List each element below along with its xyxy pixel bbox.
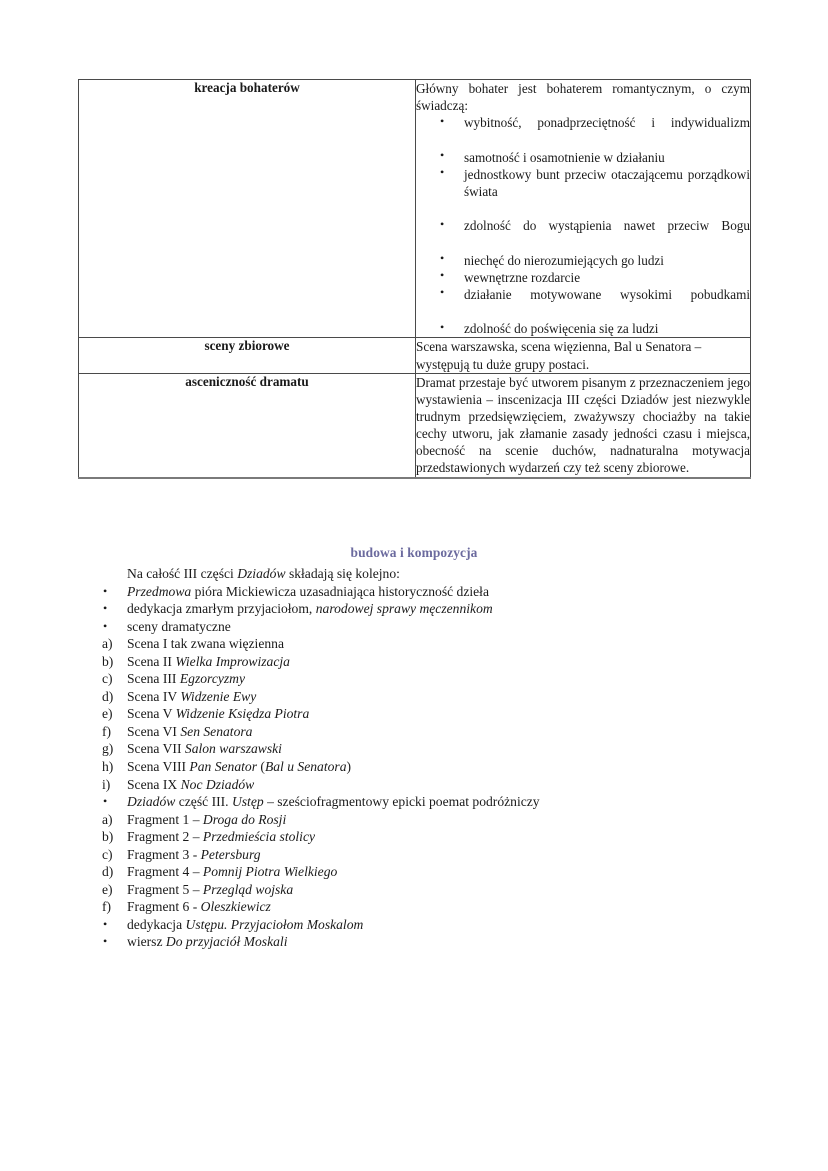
outline-item-label xyxy=(127,812,286,827)
table-row xyxy=(79,80,751,338)
outline-item xyxy=(78,793,778,811)
outline-item-label xyxy=(127,899,271,914)
outline-item-marker: h) xyxy=(102,759,114,775)
outline-item-marker: f) xyxy=(102,899,112,915)
composition-outline xyxy=(78,565,778,951)
title-run: Widzenie Ewy xyxy=(180,688,257,704)
title-run: Dziadów xyxy=(127,794,176,810)
outline-item-marker: f) xyxy=(102,723,112,739)
text-run: – sześciofragmentowy epicki poemat podróżniczy xyxy=(263,794,540,810)
outline-rows xyxy=(78,583,778,951)
outline-item xyxy=(78,863,778,881)
title-run: Bal u Senatora xyxy=(264,759,347,775)
outline-item xyxy=(78,740,778,758)
outline-item-label xyxy=(127,689,256,704)
list-item xyxy=(416,269,750,286)
title-run: Wielka Improwizacja xyxy=(175,653,290,669)
text-run: Scena I tak zwana więzienna xyxy=(127,636,284,652)
list-item xyxy=(416,252,750,269)
text-run: Fragment 6 - xyxy=(127,899,201,915)
outline-lead-part1: Na całość III części xyxy=(127,566,238,581)
title-run: Przedmowa xyxy=(127,583,192,599)
outline-item xyxy=(78,916,778,934)
outline-item-label xyxy=(127,882,293,897)
title-run: Przedmieścia stolicy xyxy=(202,829,316,845)
outline-item-marker: e) xyxy=(102,881,113,897)
outline-item xyxy=(78,881,778,899)
text-run: Scena IV xyxy=(127,688,181,704)
bullet-icon: • xyxy=(103,934,108,949)
outline-item xyxy=(78,723,778,741)
table-row xyxy=(79,338,751,373)
row-label-ascenicznosc-dramatu: asceniczność dramatu xyxy=(79,373,416,477)
text-run: Fragment 3 - xyxy=(127,846,201,862)
outline-item-marker: a) xyxy=(102,636,113,652)
outline-item xyxy=(78,618,778,636)
outline-item-marker: c) xyxy=(102,671,113,687)
outline-item xyxy=(78,758,778,776)
outline-item xyxy=(78,635,778,653)
text-run: ) xyxy=(346,759,352,775)
row-body-sceny-zbiorowe xyxy=(416,338,751,373)
list-item xyxy=(416,217,750,251)
text-run: Scena V xyxy=(127,706,176,722)
text-run: wiersz xyxy=(127,934,166,950)
bullet-icon: • xyxy=(103,583,108,598)
outline-item xyxy=(78,898,778,916)
section-heading-budowa-i-kompozycja: budowa i kompozycja xyxy=(350,545,478,560)
outline-item xyxy=(78,828,778,846)
list-item xyxy=(416,114,750,148)
list-item-label: • działanie motywowane wysokimi pobudkami xyxy=(464,286,750,302)
outline-item-marker: d) xyxy=(102,864,114,880)
outline-item xyxy=(78,705,778,723)
row-body-text: Dramat przestaje być utworem pisanym z przeznaczeniem jego wystawienia – inscenizacja III części Dziadów jest niezwykle trudnym przedsięwzięciem, zważywszy chociażby na takie cechy utworu, jak złamanie zasady jedności czasu i miejsca, obecność na scenie duchów, nadnaturalna motywacja przedstawionych wydarzeń czy też sceny zbiorowe. xyxy=(416,374,750,476)
list-item-label: • zdolność do wystąpienia nawet przeciw Bogu xyxy=(464,218,750,234)
text-run: sceny dramatyczne xyxy=(127,618,231,634)
outline-item-marker: e) xyxy=(102,706,113,722)
title-run: Do przyjaciół Moskali xyxy=(165,934,288,950)
list-item-label: • zdolność do poświęcenia się za ludzi xyxy=(464,321,659,337)
outline-item xyxy=(78,933,778,951)
list-item-label: • wewnętrzne rozdarcie xyxy=(464,269,581,285)
text-run: Fragment 5 – xyxy=(127,881,203,897)
title-run: Petersburg xyxy=(200,846,261,862)
list-item xyxy=(416,166,750,217)
row-body-kreacja-bohaterow xyxy=(416,80,751,338)
outline-item xyxy=(78,811,778,829)
bullet-icon: • xyxy=(103,601,108,616)
title-run: Pomnij Piotra Wielkiego xyxy=(202,864,338,880)
outline-item xyxy=(78,583,778,601)
text-run: Scena VII xyxy=(127,741,185,757)
table-row xyxy=(79,373,751,477)
row-label-kreacja-bohaterow: kreacja bohaterów xyxy=(79,80,416,338)
outline-item xyxy=(78,653,778,671)
text-run: Fragment 2 – xyxy=(127,829,203,845)
outline-item-marker: i) xyxy=(102,776,111,792)
bullet-icon: • xyxy=(103,794,108,809)
outline-lead-title: Dziadów xyxy=(237,566,286,581)
title-run: Sen Senatora xyxy=(180,723,253,739)
table-body xyxy=(79,80,751,478)
outline-item-label xyxy=(127,917,363,932)
outline-lead-part2: składają się kolejno: xyxy=(285,566,400,581)
outline-item-label xyxy=(127,847,261,862)
title-run: Noc Dziadów xyxy=(180,776,255,792)
text-run: Scena VI xyxy=(127,723,181,739)
outline-item xyxy=(78,670,778,688)
outline-item-label xyxy=(127,724,252,739)
title-run: Ustępu. Przyjaciołom Moskalom xyxy=(185,916,364,932)
text-run: Scena VIII xyxy=(127,759,190,775)
outline-item-marker: c) xyxy=(102,846,113,862)
outline-item-label xyxy=(127,584,489,599)
text-run: ( xyxy=(257,759,265,775)
text-run: część III. xyxy=(175,794,232,810)
row-label-sceny-zbiorowe: sceny zbiorowe xyxy=(79,338,416,373)
outline-item-label xyxy=(127,829,315,844)
intro-text: Główny bohater jest bohaterem romantycznym, o czym świadczą: xyxy=(416,81,750,114)
outline-item-label xyxy=(127,777,254,792)
list-item-label: • jednostkowy bunt przeciw otaczającemu porządkowi świata xyxy=(464,166,750,199)
title-run: Widzenie Księdza Piotra xyxy=(175,706,310,722)
outline-item-marker: d) xyxy=(102,688,114,704)
title-run: Salon warszawski xyxy=(184,741,282,757)
outline-item-label xyxy=(127,654,290,669)
outline-item-label xyxy=(127,759,351,774)
outline-item-label xyxy=(127,671,245,686)
bullet-icon: • xyxy=(103,916,108,931)
outline-item-label xyxy=(127,794,540,809)
outline-item-marker: b) xyxy=(102,653,114,669)
text-run: Fragment 4 – xyxy=(127,864,203,880)
outline-item-label xyxy=(127,706,309,721)
outline-item-label xyxy=(127,741,282,756)
list-item-label: • samotność i osamotnienie w działaniu xyxy=(464,149,665,165)
text-run: Scena IX xyxy=(127,776,181,792)
outline-item-label xyxy=(127,864,337,879)
title-run: narodowej sprawy męczennikom xyxy=(315,601,493,617)
text-run: Scena III xyxy=(127,671,180,687)
title-run: Oleszkiewicz xyxy=(200,899,271,915)
text-run: pióra Mickiewicza uzasadniająca historyczność dzieła xyxy=(191,583,489,599)
list-item-label: • wybitność, ponadprzeciętność i indywidualizm xyxy=(464,115,750,131)
list-item xyxy=(416,286,750,320)
drama-features-table xyxy=(78,79,751,479)
title-run: Droga do Rosji xyxy=(202,811,287,827)
outline-item-marker: b) xyxy=(102,829,114,845)
title-run: Pan Senator xyxy=(189,759,258,775)
list-item-label: • niechęć do nierozumiejących go ludzi xyxy=(464,252,664,268)
text-run: dedykacja zmarłym przyjaciołom, xyxy=(127,601,316,617)
outline-item-marker: a) xyxy=(102,811,113,827)
text-run: dedykacja xyxy=(127,916,186,932)
outline-item-label xyxy=(127,619,231,634)
text-run: Fragment 1 – xyxy=(127,811,203,827)
outline-item xyxy=(78,776,778,794)
outline-lead xyxy=(127,565,778,583)
outline-item-label xyxy=(127,934,287,949)
row-body-ascenicznosc-dramatu xyxy=(416,373,751,477)
outline-item-label xyxy=(127,601,493,616)
text-run: Scena II xyxy=(127,653,176,669)
title-run: Przegląd wojska xyxy=(202,881,294,897)
outline-item-label xyxy=(127,636,284,651)
outline-item xyxy=(78,846,778,864)
list-item xyxy=(416,320,750,337)
title-run: Ustęp xyxy=(231,794,264,810)
list-item xyxy=(416,149,750,166)
hero-traits-list xyxy=(416,114,750,337)
outline-item xyxy=(78,600,778,618)
title-run: Egzorcyzmy xyxy=(179,671,246,687)
outline-item-marker: g) xyxy=(102,741,114,757)
outline-item xyxy=(78,688,778,706)
row-body-text: Scena warszawska, scena więzienna, Bal u Senatora – występują tu duże grupy postaci. xyxy=(416,339,702,372)
bullet-icon: • xyxy=(103,618,108,633)
